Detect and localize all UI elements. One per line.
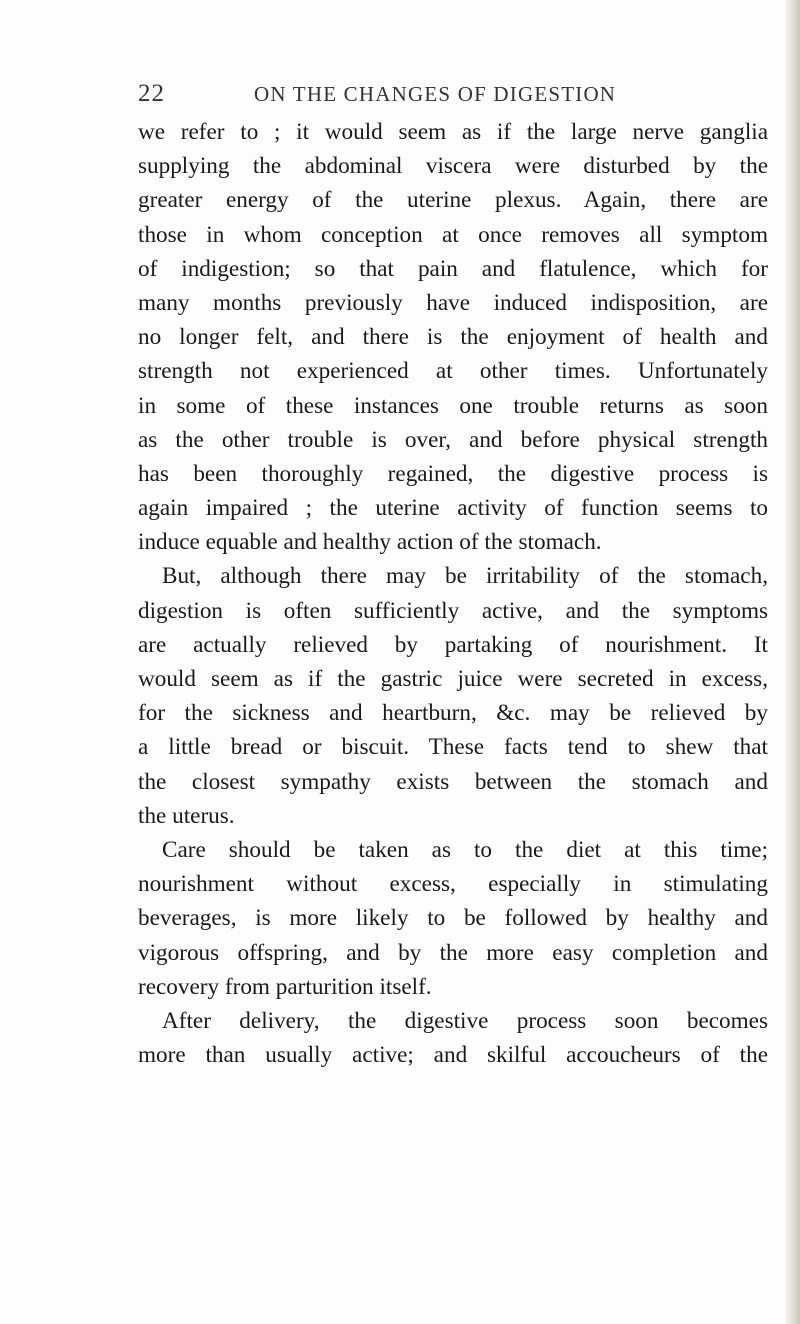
- text-line: the uterus.: [138, 802, 235, 829]
- text-line: has been thoroughly regained, the digestive process is: [138, 460, 768, 487]
- text-line: more than usually active; and skilful accoucheurs of the: [138, 1042, 768, 1069]
- text-line: would seem as if the gastric juice were secreted in excess,: [138, 666, 768, 692]
- text-line: are actually relieved by partaking of nourishment. It: [138, 631, 768, 658]
- text-line: supplying the abdominal viscera were disturbed by the: [138, 153, 768, 180]
- text-line: of indigestion; so that pain and flatulence, which for: [138, 255, 768, 282]
- text-line: beverages, is more likely to be followed by healthy and: [138, 905, 768, 932]
- text-line: nourishment without excess, especially in stimulating: [138, 871, 768, 898]
- text-line: many months previously have induced indisposition, are: [138, 289, 768, 316]
- text-line: the closest sympathy exists between the stomach and: [138, 768, 768, 795]
- page-number: 22: [138, 80, 165, 107]
- text-line: vigorous offspring, and by the more easy completion and: [138, 939, 768, 966]
- text-line: recovery from parturition itself.: [138, 973, 432, 1000]
- text-line: After delivery, the digestive process soon becomes: [162, 1007, 768, 1034]
- text-line: no longer felt, and there is the enjoyment of health and: [138, 324, 768, 351]
- page-header: [138, 80, 778, 116]
- text-line: those in whom conception at once removes all symptom: [138, 221, 768, 248]
- running-head: ON THE CHANGES OF DIGESTION: [254, 82, 617, 106]
- text-line: in some of these instances one trouble returns as soon: [138, 392, 768, 419]
- text-line: again impaired ; the uterine activity of function seems to: [138, 495, 768, 522]
- text-line: Care should be taken as to the diet at this time;: [162, 836, 768, 863]
- text-line: But, although there may be irritability of the stomach,: [162, 563, 768, 590]
- body-text: [138, 115, 768, 1072]
- text-line: induce equable and healthy action of the stomach.: [138, 529, 602, 556]
- text-line: for the sickness and heartburn, &c. may be relieved by: [138, 700, 768, 727]
- text-line: a little bread or biscuit. These facts tend to shew that: [138, 734, 768, 761]
- text-line: digestion is often sufficiently active, and the symptoms: [138, 597, 768, 624]
- text-line: strength not experienced at other times. Unfortunately: [138, 358, 768, 385]
- text-line: greater energy of the uterine plexus. Again, there are: [138, 187, 768, 214]
- page-edge-shadow: [786, 0, 800, 1324]
- text-line: we refer to ; it would seem as if the large nerve ganglia: [138, 119, 768, 145]
- text-line: as the other trouble is over, and before physical strength: [138, 426, 768, 453]
